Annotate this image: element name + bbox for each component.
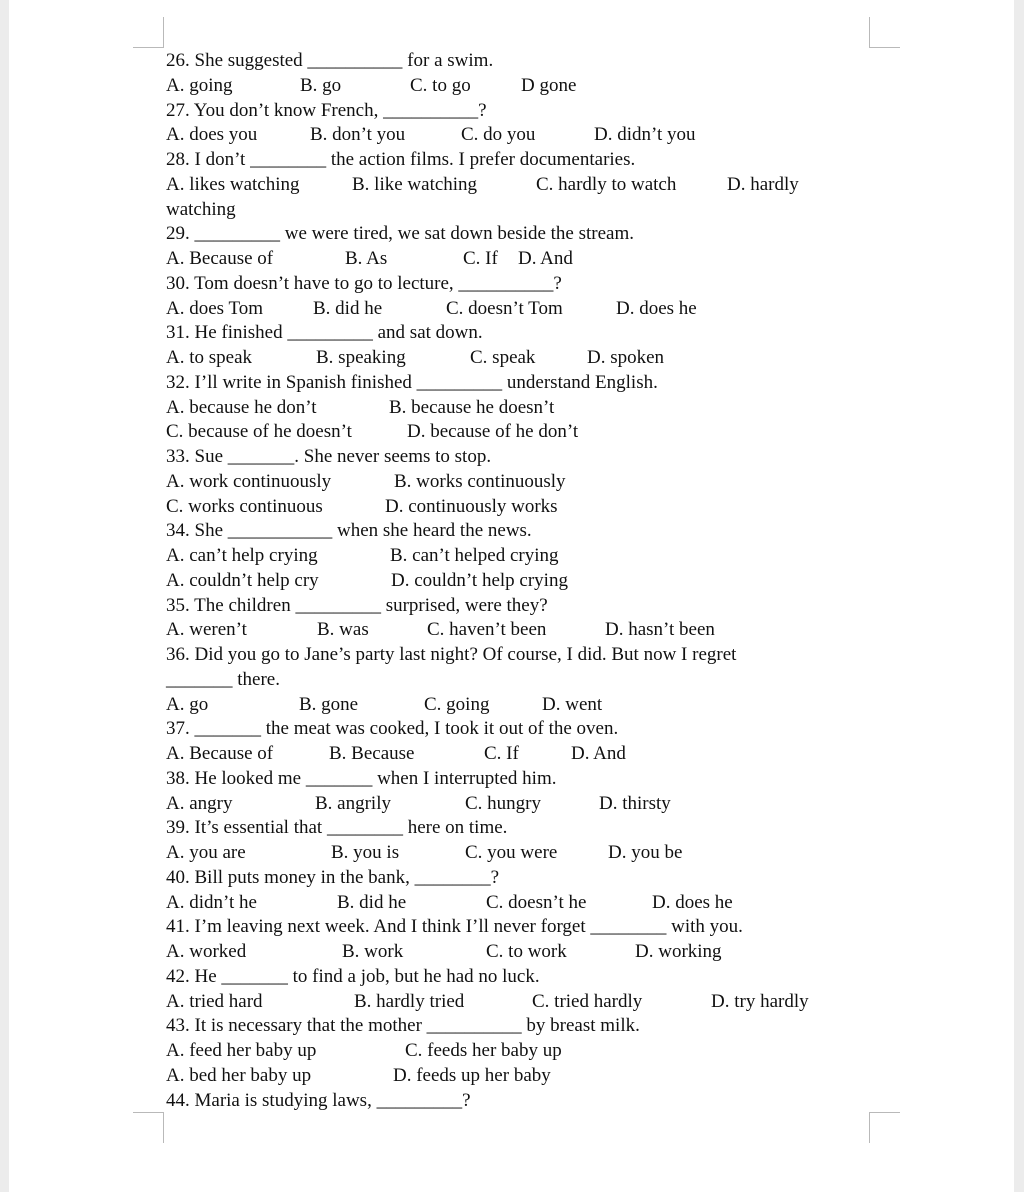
question-32: 32. I’ll write in Spanish finished _________ understand English. [166,371,658,393]
options-42: A. tried hard B. hardly tried C. tried hardly D. try hardly [166,990,809,1012]
question-42: 42. He _______ to find a job, but he had no luck. [166,965,540,987]
options-34-row-1: A. can’t help crying B. can’t helped crying [166,545,559,566]
question-37: 37. _______ the meat was cooked, I took it out of the oven. [166,718,619,740]
options-40: A. didn’t he B. did he C. doesn’t he D. does he [166,891,733,913]
options-29: A. Because of B. As C. If D. And [166,248,573,269]
question-35: 35. The children _________ surprised, were they? [166,594,548,616]
options-32-row-1: A. because he don’t B. because he doesn’t [166,396,555,418]
options-36: A. go B. gone C. going D. went [166,693,603,715]
question-28: 28. I don’t ________ the action films. I prefer documentaries. [166,149,636,170]
options-39: A. you are B. you is C. you were D. you be [166,842,683,863]
options-26: A. going B. go C. to go D gone [166,74,577,96]
question-41: 41. I’m leaving next week. And I think I’ll never forget ________ with you. [166,916,743,938]
options-41: A. worked B. work C. to work D. working [166,941,722,962]
corner-mark-bottom-right [869,1112,900,1143]
options-34-row-2: A. couldn’t help cry D. couldn’t help crying [166,569,568,591]
corner-mark-top-right [869,17,900,48]
question-29: 29. _________ we were tired, we sat down beside the stream. [166,223,635,245]
question-36-continued: _______ there. [166,668,280,690]
question-39: 39. It’s essential that ________ here on time. [166,817,508,839]
question-40: 40. Bill puts money in the bank, ________? [166,866,500,888]
question-44: 44. Maria is studying laws, _________? [166,1089,471,1111]
question-43: 43. It is necessary that the mother __________ by breast milk. [166,1015,640,1037]
options-27: A. does you B. don’t you C. do you D. didn’t you [166,124,696,146]
question-38: 38. He looked me _______ when I interrupted him. [166,767,557,789]
options-43-row-2: A. bed her baby up D. feeds up her baby [166,1064,551,1086]
options-31: A. to speak B. speaking C. speak D. spoken [166,347,665,368]
corner-mark-top-left [133,17,164,48]
question-33: 33. Sue _______. She never seems to stop. [166,446,492,467]
question-27: 27. You don’t know French, __________? [166,99,487,121]
question-31: 31. He finished _________ and sat down. [166,322,483,344]
options-28-continued: watching [166,198,236,220]
question-34: 34. She ___________ when she heard the news. [166,520,532,542]
options-43-row-1: A. feed her baby up C. feeds her baby up [166,1040,562,1061]
options-37: A. Because of B. Because C. If D. And [166,743,626,764]
options-33-row-2: C. works continuous D. continuously works [166,495,558,517]
options-33-row-1: A. work continuously B. works continuously [166,470,566,492]
options-38: A. angry B. angrily C. hungry D. thirsty [166,792,671,814]
question-30: 30. Tom doesn’t have to go to lecture, __________? [166,272,562,294]
options-30: A. does Tom B. did he C. doesn’t Tom D. does he [166,297,697,319]
question-26: 26. She suggested __________ for a swim. [166,50,494,71]
exercise-text [166,49,826,1113]
document-page [9,0,1014,1192]
options-35: A. weren’t B. was C. haven’t been D. hasn’t been [166,619,715,641]
question-36: 36. Did you go to Jane’s party last night? Of course, I did. But now I regret [166,644,737,665]
corner-mark-bottom-left [133,1112,164,1143]
options-28: A. likes watching B. like watching C. hardly to watch D. hardly [166,173,799,195]
options-32-row-2: C. because of he doesn’t D. because of he don’t [166,421,579,443]
